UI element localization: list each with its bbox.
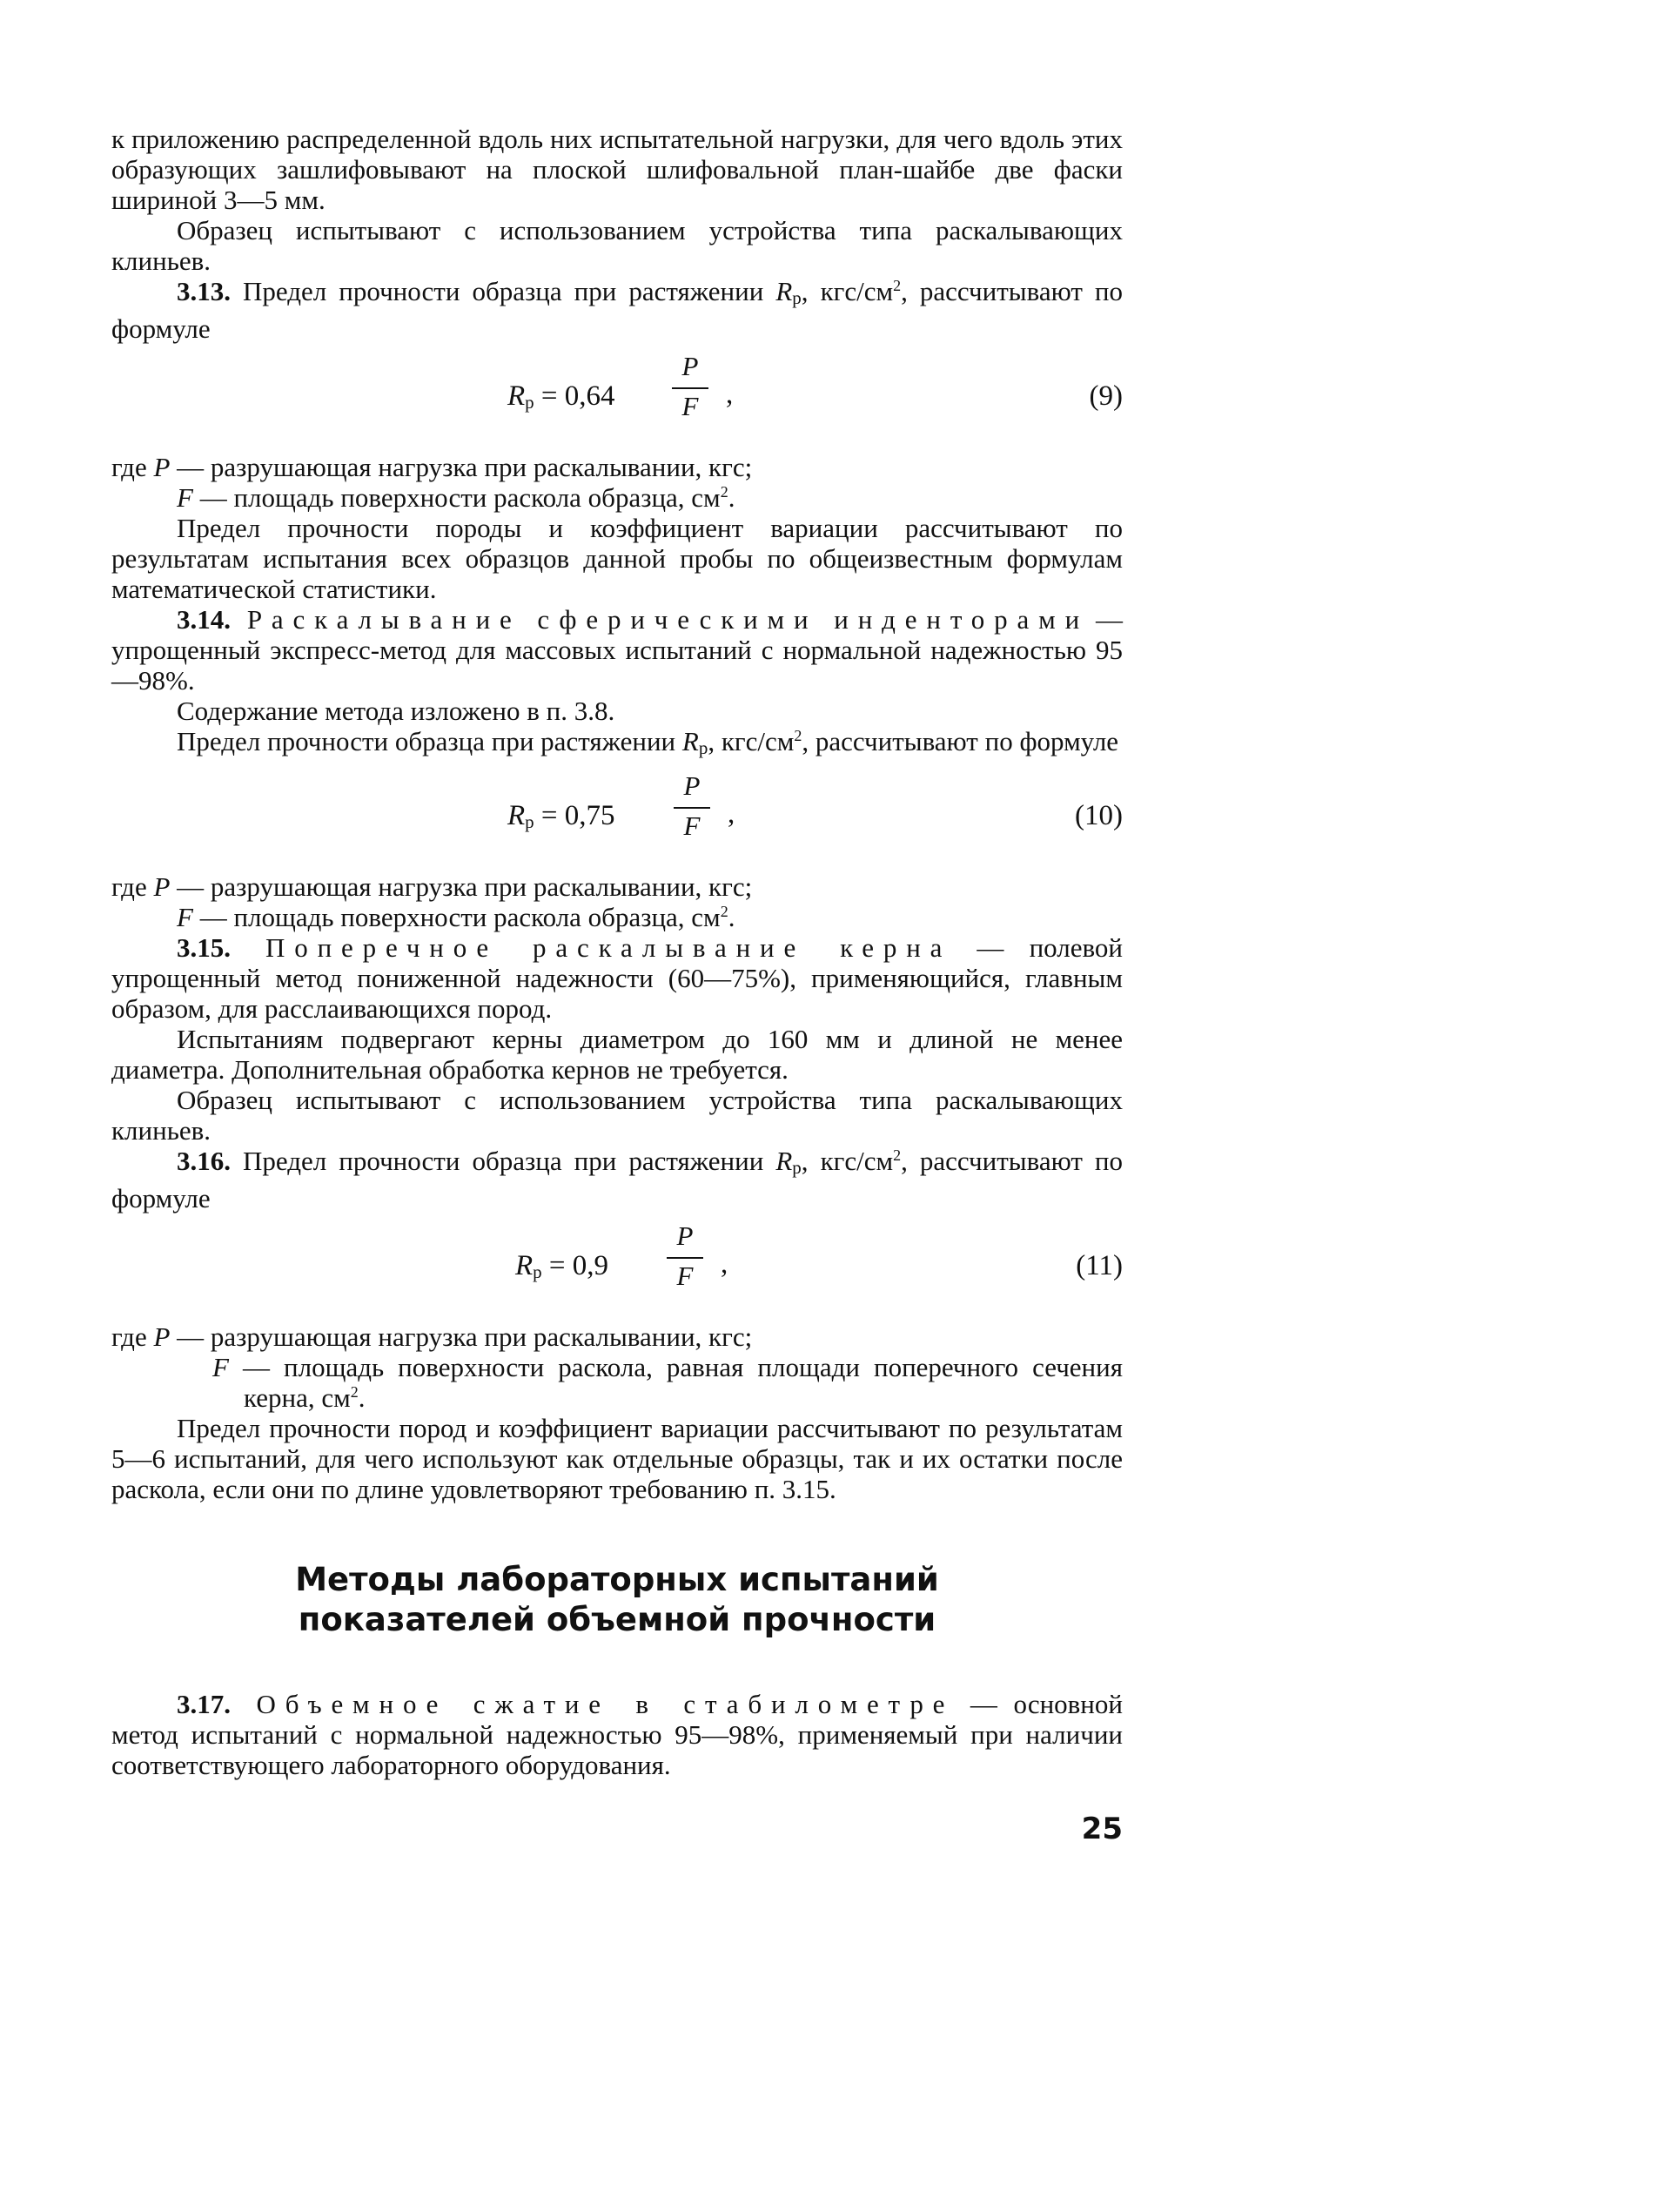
- symbol-R: R: [507, 800, 526, 831]
- superscript: 2: [720, 903, 728, 920]
- spaced-term: Раскалывание сферическими инденторами: [231, 604, 1090, 635]
- symbol-sub: р: [525, 811, 534, 832]
- comma: ,: [721, 1248, 728, 1280]
- section-3-16: [111, 1146, 1123, 1214]
- where-F: [111, 902, 1123, 932]
- equation-number: (9): [1089, 380, 1123, 412]
- text: — площадь поверхности раскола, равная площади поперечного сечения керна, см: [228, 1352, 1123, 1413]
- text: — разрушающая нагрузка при раскалывании, кгс;: [170, 452, 753, 482]
- symbol-P: P: [153, 1321, 171, 1352]
- symbol-P: P: [153, 452, 171, 482]
- text: Предел прочности образца при растяжении: [177, 726, 682, 756]
- section-3-14: [111, 604, 1123, 696]
- text: .: [728, 482, 735, 513]
- symbol-sub: р: [792, 1157, 802, 1178]
- text: , рассчитывают по формуле: [111, 276, 1123, 344]
- denominator: F: [681, 391, 699, 421]
- superscript: 2: [893, 277, 902, 294]
- formula-9: [111, 351, 1123, 448]
- text: .: [358, 1382, 366, 1413]
- text: , кгс/см: [801, 1146, 894, 1176]
- paragraph-limit: [111, 726, 1123, 763]
- text: где: [111, 1321, 154, 1352]
- text: .: [728, 902, 735, 932]
- text: — основной метод испытаний с нормальной надежностью 95—98%, применяемый при наличии соответствующего лабораторного оборудования.: [111, 1689, 1123, 1780]
- symbol-sub: р: [792, 287, 802, 308]
- document-page: [111, 124, 1123, 1846]
- formula-lhs: [515, 1250, 608, 1283]
- paragraph-content: Содержание метода изложено в п. 3.8.: [177, 696, 615, 726]
- symbol-P: P: [153, 871, 171, 902]
- text: , рассчитывают по формуле: [111, 1146, 1123, 1214]
- text: — площадь поверхности раскола образца, см: [192, 482, 721, 513]
- section-number: 3.13.: [177, 276, 231, 306]
- superscript: 2: [794, 727, 802, 744]
- formula-lhs: [507, 380, 615, 413]
- paragraph-final: Предел прочности пород и коэффициент вариации рассчитывают по результатам 5—6 испытаний, для чего используют как отдельные образцы, так и их остатки после раскола, если они по длине удовлетворяют требованию п. 3.15.: [111, 1413, 1123, 1504]
- spaced-term: Объемное сжатие в стабилометре: [231, 1689, 955, 1719]
- superscript: 2: [350, 1383, 359, 1401]
- numerator: P: [676, 1220, 694, 1251]
- symbol-R: R: [515, 1250, 534, 1281]
- comma: ,: [726, 379, 734, 410]
- section-3-13: [111, 276, 1123, 344]
- equation-number: (11): [1076, 1250, 1123, 1281]
- text: — разрушающая нагрузка при раскалывании, кгс;: [170, 871, 753, 902]
- fraction-bar: [674, 807, 710, 809]
- paragraph-cores: Испытаниям подвергают керны диаметром до 160 мм и длиной не менее диаметра. Дополнительная обработка кернов не требуется.: [111, 1024, 1123, 1085]
- denominator: F: [683, 810, 701, 841]
- fraction-bar: [667, 1257, 703, 1259]
- section-3-17: [111, 1689, 1123, 1780]
- symbol-R: R: [507, 380, 526, 412]
- where-F: [111, 482, 1123, 513]
- where-F-core: [111, 1352, 1123, 1413]
- spaced-term: Поперечное раскалывание керна: [231, 932, 952, 963]
- symbol-R: R: [775, 1146, 793, 1176]
- heading-line-2: показателей объемной прочности: [298, 1601, 936, 1638]
- fraction-bar: [672, 387, 708, 389]
- symbol-R: R: [775, 276, 793, 306]
- equation-number: (10): [1075, 800, 1123, 831]
- paragraph-wedges-1: Образец испытывают с использованием устройства типа раскалывающих клиньев.: [111, 215, 1123, 276]
- text: Предел прочности образца при растяжении: [231, 1146, 776, 1176]
- section-3-15: [111, 932, 1123, 1024]
- symbol-sub: р: [525, 392, 534, 413]
- numerator: P: [681, 351, 699, 381]
- text: где: [111, 452, 154, 482]
- heading-line-1: Методы лабораторных испытаний: [295, 1561, 939, 1598]
- section-number: 3.17.: [177, 1689, 231, 1719]
- superscript: 2: [720, 483, 728, 501]
- text: — разрушающая нагрузка при раскалывании, кгс;: [170, 1321, 753, 1352]
- symbol-sub: р: [533, 1261, 542, 1282]
- formula-11: [111, 1220, 1123, 1318]
- section-heading: [111, 1560, 1123, 1640]
- paragraph-continuation: к приложению распределенной вдоль них испытательной нагрузки, для чего вдоль этих образующих зашлифовывают на плоской шлифовальной план-шайбе две фаски шириной 3—5 мм.: [111, 124, 1123, 215]
- formula-lhs: [507, 800, 615, 833]
- symbol-F: F: [177, 482, 193, 513]
- section-number: 3.15.: [177, 932, 231, 963]
- fraction: [668, 770, 715, 842]
- formula-10: [111, 770, 1123, 868]
- section-number: 3.14.: [177, 604, 231, 635]
- paragraph-statistics: Предел прочности породы и коэффициент вариации рассчитывают по результатам испытания всех образцов данной пробы по общеизвестным формулам математической статистики.: [111, 513, 1123, 604]
- where-P: [111, 871, 1123, 902]
- text: где: [111, 871, 154, 902]
- text: — упрощенный экспресс-метод для массовых испытаний с нормальной надежностью 95—98%.: [111, 604, 1123, 696]
- text: — площадь поверхности раскола образца, см: [192, 902, 721, 932]
- fraction: [667, 351, 714, 422]
- coefficient: = 0,9: [541, 1250, 609, 1281]
- symbol-R: R: [681, 726, 699, 756]
- symbol-F: F: [212, 1352, 229, 1382]
- text: Предел прочности образца при растяжении: [231, 276, 776, 306]
- section-number: 3.16.: [177, 1146, 231, 1176]
- page-number: 25: [1081, 1812, 1123, 1846]
- paragraph-wedges-2: Образец испытывают с использованием устройства типа раскалывающих клиньев.: [111, 1085, 1123, 1146]
- text: , рассчитывают по формуле: [802, 726, 1119, 756]
- text: , кгс/см: [801, 276, 894, 306]
- text: — полевой упрощенный метод пониженной надежности (60—75%), применяющийся, главным образом, для расслаивающихся пород.: [111, 932, 1123, 1024]
- symbol-F: F: [177, 902, 193, 932]
- numerator: P: [683, 770, 701, 801]
- where-P: [111, 1321, 1123, 1352]
- symbol-sub: р: [698, 737, 708, 758]
- coefficient: = 0,64: [534, 380, 615, 412]
- superscript: 2: [893, 1146, 902, 1164]
- comma: ,: [728, 798, 735, 830]
- denominator: F: [676, 1261, 694, 1291]
- fraction: [661, 1220, 708, 1292]
- text: , кгс/см: [708, 726, 795, 756]
- where-P: [111, 452, 1123, 482]
- coefficient: = 0,75: [534, 800, 615, 831]
